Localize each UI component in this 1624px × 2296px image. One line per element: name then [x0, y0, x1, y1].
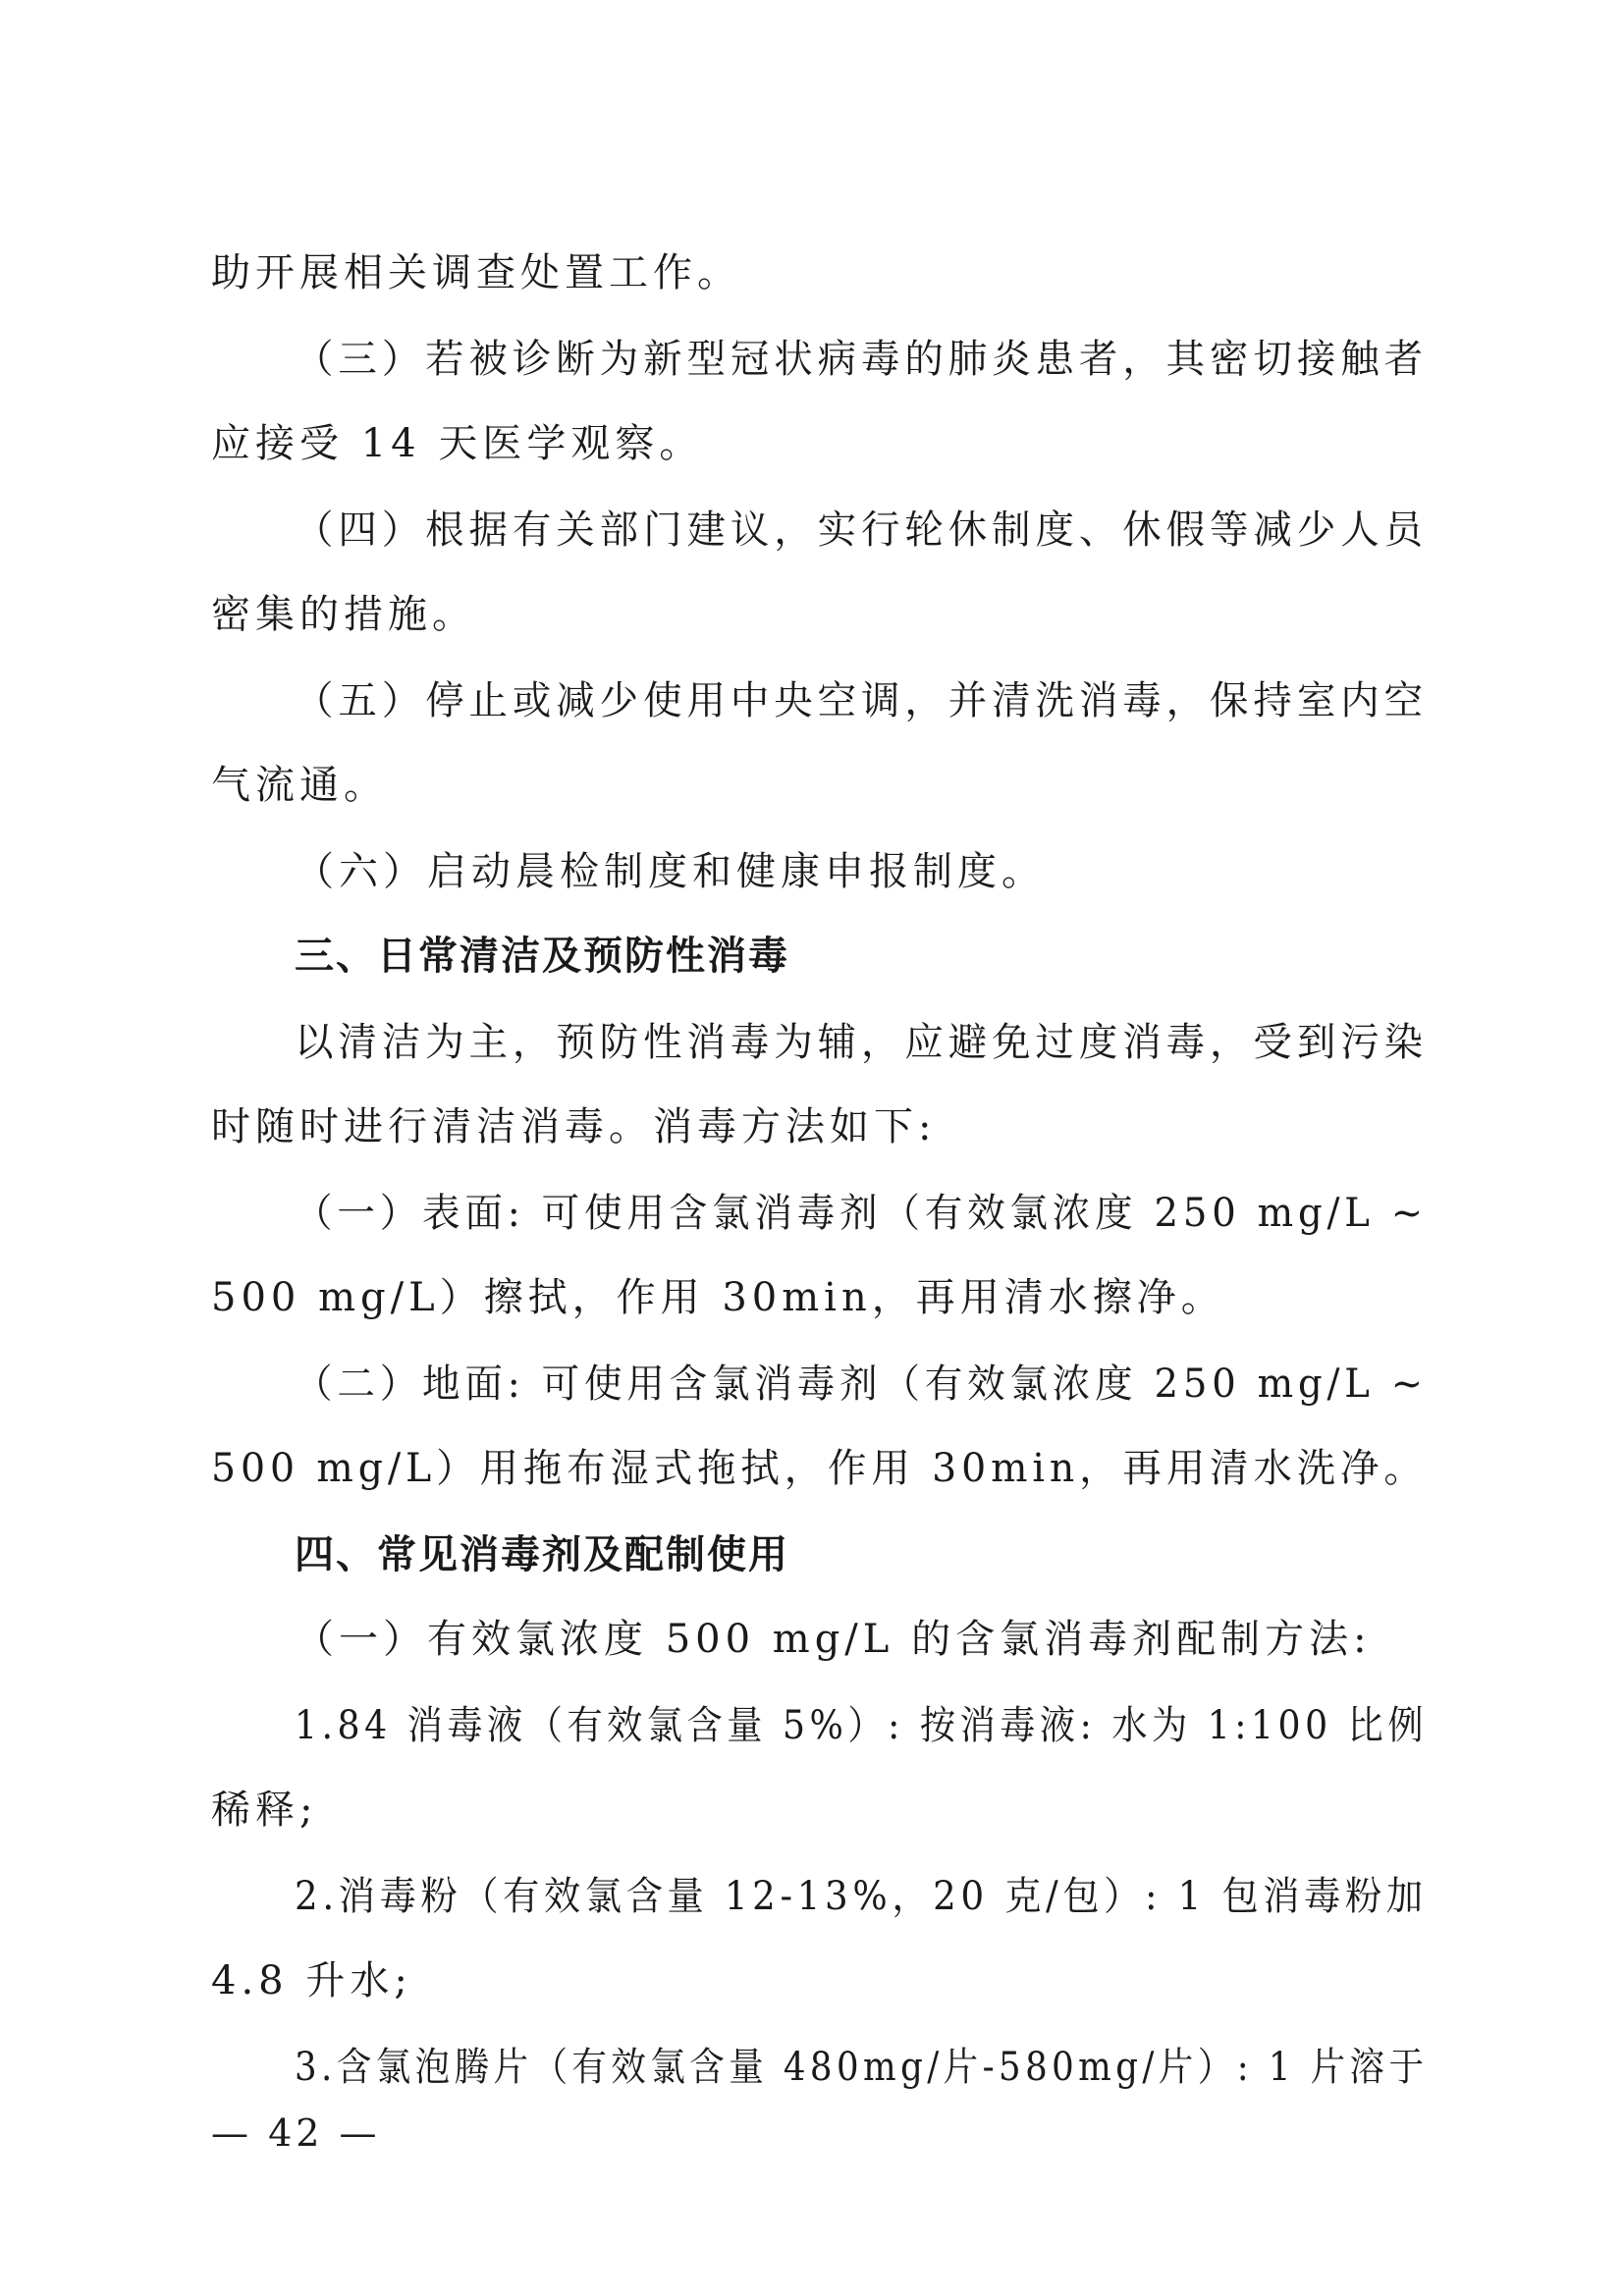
body-text-line: 时随时进行清洁消毒。消毒方法如下: — [211, 1104, 937, 1149]
list-item-4: （四）根据有关部门建议，实行轮休制度、休假等减少人员 — [295, 507, 1428, 553]
numbered-item-2: 2.消毒粉（有效氯含量 12-13%，20 克/包）: 1 包消毒粉加 — [295, 1874, 1428, 1919]
body-text-line: 气流通。 — [211, 763, 388, 808]
body-text-line: 4.8 升水; — [211, 1958, 412, 2003]
page-number: — 42 — — [211, 2111, 381, 2155]
list-item-6: （六）启动晨检制度和健康申报制度。 — [295, 849, 1046, 894]
body-text-line: 应接受 14 天医学观察。 — [211, 421, 704, 466]
body-text-line: 助开展相关调查处置工作。 — [211, 250, 741, 295]
list-item-floor: （二）地面: 可使用含氯消毒剂（有效氯浓度 250 mg/L ~ — [295, 1362, 1428, 1407]
section-heading-3: 三、日常清洁及预防性消毒 — [295, 934, 789, 979]
section-heading-4: 四、常见消毒剂及配制使用 — [295, 1532, 789, 1577]
numbered-item-1: 1.84 消毒液（有效氯含量 5%）: 按消毒液: 水为 1:100 比例 — [295, 1703, 1429, 1748]
numbered-item-3: 3.含氯泡腾片（有效氯含量 480mg/片-580mg/片）: 1 片溶于 — [295, 2045, 1429, 2090]
body-text-line: 稀释; — [211, 1788, 318, 1833]
list-item-5: （五）停止或减少使用中央空调，并清洗消毒，保持室内空 — [295, 678, 1428, 723]
list-item-3: （三）若被诊断为新型冠状病毒的肺炎患者，其密切接触者 — [295, 337, 1428, 382]
paragraph-line: 以清洁为主，预防性消毒为辅，应避免过度消毒，受到污染 — [295, 1020, 1428, 1065]
body-text-line: 密集的措施。 — [211, 592, 476, 637]
list-item-chlorine: （一）有效氯浓度 500 mg/L 的含氯消毒剂配制方法: — [295, 1617, 1372, 1662]
list-item-surface: （一）表面: 可使用含氯消毒剂（有效氯浓度 250 mg/L ~ — [295, 1191, 1428, 1236]
body-text-line: 500 mg/L）擦拭，作用 30min，再用清水擦净。 — [211, 1275, 1225, 1320]
body-text-line: 500 mg/L）用拖布湿式拖拭，作用 30min，再用清水洗净。 — [211, 1446, 1428, 1491]
